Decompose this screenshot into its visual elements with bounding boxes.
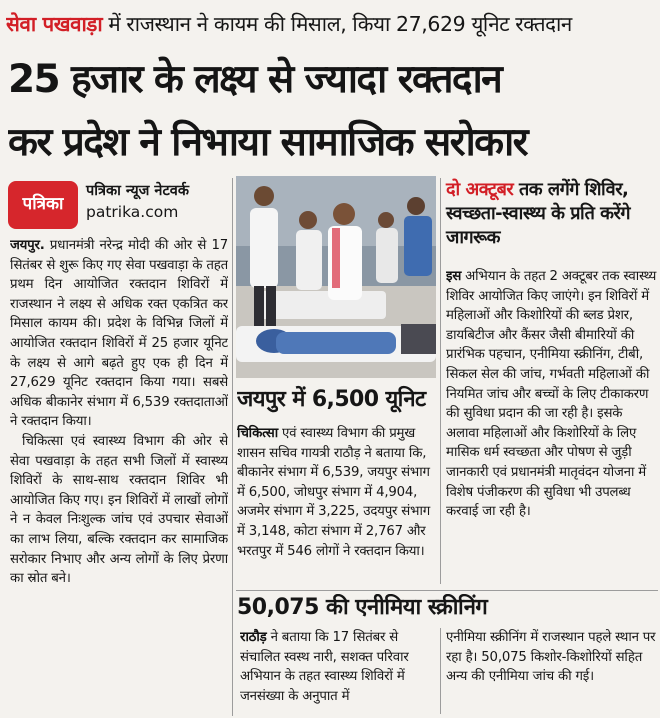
news-network-label: पत्रिका न्यूज नेटवर्क — [86, 183, 189, 199]
headline-line-1: 25 हजार के लक्ष्य से ज्यादा रक्तदान — [8, 57, 502, 102]
dateline: जयपुर. — [10, 238, 45, 253]
section-2-body-left: ने बताया कि 17 सितंबर से संचालित स्वस्थ नारी, सशक्त परिवार अभियान के तहत स्वास्थ्य शिविरों में जनसंख्या के अनुपात में — [240, 630, 409, 704]
section-divider — [236, 590, 658, 591]
sidebar-heading — [446, 178, 658, 250]
blood-donation-photo — [236, 176, 436, 378]
logo-text: पत्रिका — [22, 194, 64, 214]
sidebar-heading-text: तक लगेंगे शिविर, स्वच्छता-स्वास्थ्य के प्रति करेंगे जागरूक — [446, 179, 630, 248]
kicker-text: में राजस्थान ने कायम की मिसाल, किया 27,629 यूनिट रक्तदान — [102, 12, 572, 36]
section-2-left-text — [240, 628, 436, 714]
patrika-logo — [8, 181, 78, 229]
sidebar-body: अभियान के तहत 2 अक्टूबर तक स्वास्थ्य शिविर आयोजित किए जाएंगे। इन शिविरों में महिलाओं और किशोरियों की ब्लड प्रेशर, डायबिटीज और कैंसर जैसी बीमारियों की प्रारंभिक पहचान, एनीमिया स्क्रीनिंग, टीबी, सिकल सेल की जांच, गर्भवती महिलाओं की नियमित जांच और बच्चों के लिए टीकाकरण की सुविधा प्रदान की जा रही है। इसके अलावा महिलाओं और किशोरियों के लिए मासिक धर्म स्वच्छता और पोषण से जुड़ी जानकारी एवं प्रधानमंत्री मातृवंदन योजना में विशेष पंजीकरण की सुविधा भी उपलब्ध करवाई जा रही है। — [446, 269, 657, 520]
section-2-lead: राठौड़ — [240, 630, 267, 645]
photo-illustration — [236, 176, 436, 378]
section-2-left-paragraph — [240, 628, 436, 706]
section-1-text — [237, 424, 437, 592]
column-divider-1 — [232, 178, 233, 716]
headline-line-2: कर प्रदेश ने निभाया सामाजिक सरोकार — [8, 120, 527, 165]
sidebar-text — [446, 267, 658, 587]
paragraph-1-text: प्रधानमंत्री नरेन्द्र मोदी की ओर से 17 सितंबर से शुरू किए गए सेवा पखवाड़ा के तहत प्रथम दिन आयोजित रक्तदान शिविरों में राजस्थान ने लक्ष्य से अधिक रक्त एकत्रित कर मिसाल कायम की। प्रदेश के विभिन्न जिलों में आयोजित रक्तदान शिविरों में 25 हजार यूनिट के लक्ष्य से आगे बढ़ते हुए एक ही दिन में 27,629 यूनिट रक्तदान किया गया। सबसे अधिक बीकानेर संभाग में 6,539 रक्तदाताओं ने रक्तदान किया। — [10, 238, 228, 430]
kicker-line — [6, 8, 654, 40]
article-paragraph-1 — [10, 236, 228, 432]
section-1-paragraph — [237, 424, 437, 561]
section-1-body: एवं स्वास्थ्य विभाग की प्रमुख शासन सचिव गायत्री राठौड़ ने बताया कि, बीकानेर संभाग में 6,539, जयपुर संभाग में 6,500, जोधपुर संभाग में 4,904, अजमेर संभाग में 3,225, उदयपुर संभाग में 3,148, कोटा संभाग में 2,767 और भरतपुर में 546 लोगों ने रक्तदान किया। — [237, 426, 430, 559]
section-2-right-text: एनीमिया स्क्रीनिंग में राजस्थान पहले स्थान पर रहा है। 50,075 किशोर-किशोरियों सहित अन्य की एनीमिया जांच की गई। — [446, 630, 656, 685]
column-divider-2 — [440, 178, 441, 584]
article-column-main — [10, 236, 228, 716]
sidebar-heading-highlight: दो अक्टूबर — [446, 179, 514, 200]
sidebar-paragraph — [446, 267, 658, 522]
kicker-highlight: सेवा पखवाड़ा — [6, 12, 103, 36]
section-heading-jaipur: जयपुर में 6,500 यूनिट — [237, 387, 426, 412]
article-paragraph-2: चिकित्सा एवं स्वास्थ्य विभाग की ओर से सेवा पखवाड़ा के तहत सभी जिलों में स्वास्थ्य शिविरों के साथ-साथ रक्तदान शिविर भी आयोजित किए गए। इन शिविरों में लाखों लोगों ने न केवल निःशुल्क जांच एवं उपचार सेवाओं का लाभ लिया, बल्कि रक्तदान कर सामाजिक सरोकार निभाए और अन्य लोगों के लिए प्रेरणा का स्रोत बने। — [10, 433, 228, 587]
section-heading-anemia: 50,075 की एनीमिया स्क्रीनिंग — [237, 595, 488, 620]
website-link[interactable]: patrika.com — [86, 203, 179, 221]
section-1-lead: चिकित्सा — [237, 426, 278, 441]
sidebar-lead: इस — [446, 269, 462, 284]
column-divider-3 — [440, 628, 441, 714]
